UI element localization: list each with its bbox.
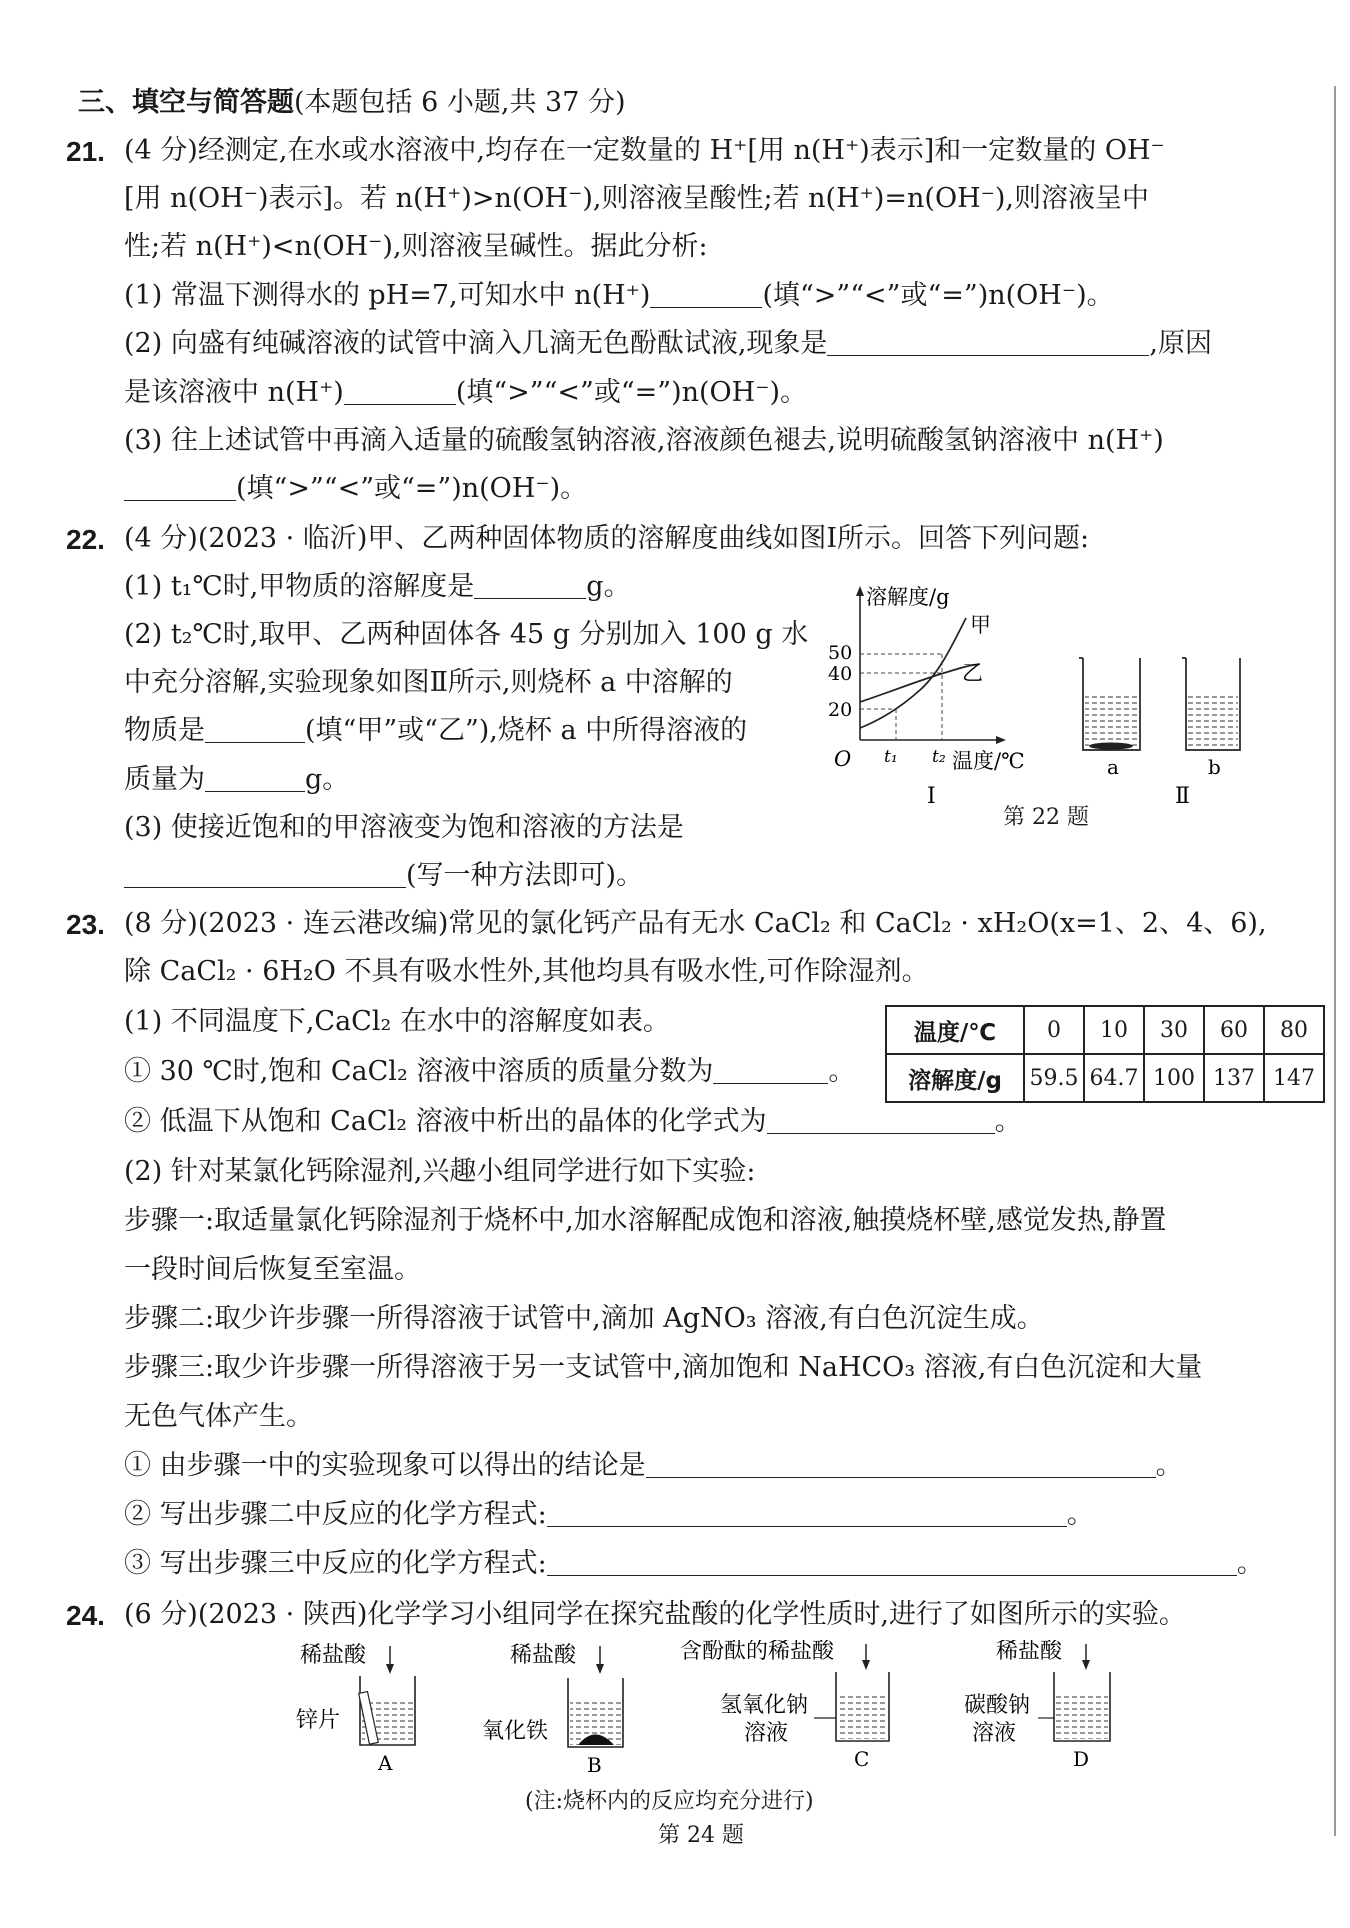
q21-line2: [用 n(OH⁻)表示]。若 n(H⁺)>n(OH⁻),则溶液呈酸性;若 n(H⁺)=n(OH⁻),则溶液呈中 [124, 183, 1149, 214]
q22-figure [820, 580, 1310, 825]
fig-II-label: Ⅱ [1175, 784, 1190, 809]
q23-step1: 步骤一:取适量氯化钙除湿剂于烧杯中,加水溶解配成饱和溶液,触摸烧杯壁,感觉发热,静置 [124, 1205, 1167, 1236]
answer-blank[interactable] [646, 1451, 1156, 1478]
q22-sub2: (2) t₂℃时,取甲、乙两种固体各 45 g 分别加入 100 g 水 [124, 619, 809, 650]
table-head-temp: 温度/℃ [886, 1006, 1024, 1054]
drop-arrowhead-d [1082, 1660, 1090, 1670]
beaker-a-label: a [1107, 755, 1119, 779]
answer-blank[interactable] [205, 765, 305, 792]
q23-sub1-1-tail: 。 [828, 1056, 856, 1087]
q23-step2: 步骤二:取少许步骤一所得溶液于试管中,滴加 AgNO₃ 溶液,有白色沉淀生成。 [124, 1303, 1044, 1334]
table-row [886, 1006, 1324, 1054]
q21-sub3-cont [124, 472, 587, 506]
zinc-label: 锌片 [296, 1708, 341, 1733]
table-cell: 60 [1204, 1006, 1264, 1054]
q23-ans1-tail: 。 [1155, 1450, 1183, 1481]
q23-step3-cont: 无色气体产生。 [124, 1401, 313, 1432]
q21-number: 21. [66, 136, 105, 167]
q21-sub3-tail: (填“>”“<”或“=”)n(OH⁻)。 [236, 473, 588, 504]
na2co3-label-1: 碳酸钠 [964, 1693, 1031, 1718]
solubility-table [885, 1005, 1325, 1103]
q22-sub3-tail: (写一种方法即可)。 [406, 860, 644, 891]
q23-ans3-tail: 。 [1236, 1548, 1264, 1579]
q24-note: (注:烧杯内的反应均充分进行) [525, 1789, 814, 1814]
beaker-a [1079, 658, 1140, 750]
q23-sub2: (2) 针对某氯化钙除湿剂,兴趣小组同学进行如下实验: [124, 1156, 756, 1187]
table-cell: 137 [1204, 1054, 1264, 1102]
q22-sub2-l2: 中充分溶解,实验现象如图Ⅱ所示,则烧杯 a 中溶解的 [124, 667, 733, 698]
naoh-label-2: 溶液 [744, 1721, 789, 1746]
y-axis-label: 溶解度/g [866, 585, 950, 609]
section-title [78, 86, 626, 120]
q22-sub2-tail3: (填“甲”或“乙”),烧杯 a 中所得溶液的 [305, 715, 748, 746]
q22-sub2-tail4: g。 [305, 764, 350, 795]
q22-sub2-l3 [124, 714, 747, 748]
q21-sub2-cont [124, 376, 807, 410]
curve-yi-label: 乙 [962, 661, 983, 685]
q21-sub1-tail: (填“>”“<”或“=”)n(OH⁻)。 [762, 280, 1114, 311]
ytick-50: 50 [828, 642, 853, 664]
q21-line1: (4 分)经测定,在水或水溶液中,均存在一定数量的 H⁺[用 n(H⁺)表示]和一定数量的 OH⁻ [124, 135, 1165, 166]
beaker-D-label: D [1073, 1747, 1090, 1771]
q23-sub1: (1) 不同温度下,CaCl₂ 在水中的溶解度如表。 [124, 1006, 670, 1037]
x-axis-label: 温度/℃ [952, 749, 1025, 773]
table-row [886, 1054, 1324, 1102]
q23-line2: 除 CaCl₂ · 6H₂O 不具有吸水性外,其他均具有吸水性,可作除湿剂。 [124, 956, 929, 987]
q22-line1: (4 分)(2023 · 临沂)甲、乙两种固体物质的溶解度曲线如图Ⅰ所示。回答下列问题: [124, 523, 1090, 554]
beaker-b-solution [1188, 692, 1238, 748]
q21-sub1 [124, 279, 1114, 313]
q21-sub2-text2: 是该溶液中 n(H⁺) [124, 377, 344, 408]
q23-sub1-1 [124, 1055, 855, 1089]
q21-sub2-tail: ,原因 [1149, 328, 1213, 359]
table-cell: 64.7 [1084, 1054, 1144, 1102]
iron-oxide-label: 氧化铁 [482, 1719, 549, 1744]
q23-ans1 [124, 1449, 1183, 1483]
q24-caption: 第 24 题 [658, 1823, 744, 1848]
beaker-b-label: b [1208, 755, 1221, 779]
table-cell: 0 [1024, 1006, 1084, 1054]
q22-caption: 第 22 题 [1003, 805, 1089, 830]
table-cell: 30 [1144, 1006, 1204, 1054]
q21-sub3: (3) 往上述试管中再滴入适量的硫酸氢钠溶液,溶液颜色褪去,说明硫酸氢钠溶液中 n(H⁺) [124, 425, 1164, 456]
table-cell: 100 [1144, 1054, 1204, 1102]
answer-blank[interactable] [205, 716, 305, 743]
margin-line [1334, 86, 1336, 1836]
q23-ans3 [124, 1547, 1264, 1581]
ytick-40: 40 [828, 663, 853, 685]
origin-label: O [834, 747, 852, 771]
beaker-D-solution [1056, 1696, 1108, 1739]
acid-label-d: 稀盐酸 [996, 1640, 1063, 1664]
q23-step3: 步骤三:取少许步骤一所得溶液于另一支试管中,滴加饱和 NaHCO₃ 溶液,有白色沉淀和大量 [124, 1352, 1203, 1383]
q23-ans2 [124, 1498, 1094, 1532]
answer-blank[interactable] [344, 378, 456, 405]
section-note: (本题包括 6 小题,共 37 分) [294, 87, 626, 118]
y-axis-arrow [856, 586, 864, 596]
fig-I-label: Ⅰ [927, 784, 936, 809]
q21-sub2 [124, 327, 1212, 361]
ytick-20: 20 [828, 699, 853, 721]
beaker-C-label: C [854, 1747, 870, 1771]
beaker-a-solid [1089, 743, 1133, 750]
q21-sub2-tail2: (填“>”“<”或“=”)n(OH⁻)。 [455, 377, 807, 408]
beaker-C-solution [838, 1696, 887, 1739]
curve-jia-label: 甲 [970, 613, 991, 637]
q24-line1: (6 分)(2023 · 陕西)化学学习小组同学在探究盐酸的化学性质时,进行了如图所示的实验。 [124, 1599, 1186, 1630]
table-head-solubility: 溶解度/g [886, 1054, 1024, 1102]
q23-ans2-text: ② 写出步骤二中反应的化学方程式: [124, 1499, 547, 1530]
q23-sub1-2 [124, 1105, 1022, 1139]
q22-sub1-tail: g。 [586, 571, 631, 602]
q22-sub2-l4 [124, 763, 349, 797]
q23-line1: (8 分)(2023 · 连云港改编)常见的氯化钙产品有无水 CaCl₂ 和 CaCl₂ · xH₂O(x=1、2、4、6), [124, 908, 1267, 939]
q22-sub2-text3: 物质是 [124, 715, 205, 746]
q22-sub3-cont [124, 859, 643, 893]
table-cell: 59.5 [1024, 1054, 1084, 1102]
table-cell: 10 [1084, 1006, 1144, 1054]
answer-blank[interactable] [124, 861, 406, 888]
answer-blank[interactable] [713, 1057, 828, 1084]
acid-label-a: 稀盐酸 [300, 1643, 367, 1668]
q22-sub3: (3) 使接近饱和的甲溶液变为饱和溶液的方法是 [124, 812, 684, 843]
beaker-b [1182, 658, 1240, 750]
q22-sub1 [124, 570, 631, 604]
answer-blank[interactable] [474, 572, 586, 599]
q22-sub2-text4: 质量为 [124, 764, 205, 795]
q22-sub1-text: (1) t₁℃时,甲物质的溶解度是 [124, 571, 475, 602]
section-title-text: 三、填空与简答题 [78, 87, 294, 118]
answer-blank[interactable] [547, 1500, 1067, 1527]
beaker-B-label: B [587, 1753, 602, 1777]
beaker-A-label: A [378, 1751, 393, 1775]
drop-arrowhead-c [862, 1660, 870, 1670]
q21-sub1-text: (1) 常温下测得水的 pH=7,可知水中 n(H⁺) [124, 280, 651, 311]
table-cell: 147 [1264, 1054, 1324, 1102]
q21-sub2-text: (2) 向盛有纯碱溶液的试管中滴入几滴无色酚酞试液,现象是 [124, 328, 828, 359]
xtick-t1: t₁ [884, 747, 898, 767]
acid-label-b: 稀盐酸 [510, 1643, 577, 1668]
q23-number: 23. [66, 909, 105, 940]
q24-number: 24. [66, 1600, 105, 1631]
answer-blank[interactable] [650, 281, 762, 308]
drop-arrowhead-a [386, 1664, 394, 1674]
answer-blank[interactable] [827, 329, 1149, 356]
q23-step1-cont: 一段时间后恢复至室温。 [124, 1254, 421, 1285]
answer-blank[interactable] [124, 474, 236, 501]
q22-number: 22. [66, 524, 105, 555]
naoh-label-1: 氢氧化钠 [720, 1693, 809, 1718]
table-cell: 80 [1264, 1006, 1324, 1054]
q21-line3: 性;若 n(H⁺)<n(OH⁻),则溶液呈碱性。据此分析: [124, 231, 708, 262]
acid-label-c: 含酚酞的稀盐酸 [680, 1640, 835, 1664]
x-axis-arrow [996, 736, 1006, 744]
drop-arrowhead-b [596, 1664, 604, 1674]
q23-ans2-tail: 。 [1066, 1499, 1094, 1530]
answer-blank[interactable] [547, 1549, 1237, 1576]
q23-sub1-2-tail: 。 [994, 1106, 1022, 1137]
beaker-a-solution [1085, 692, 1138, 748]
answer-blank[interactable] [767, 1107, 995, 1134]
xtick-t2: t₂ [932, 747, 946, 767]
q23-ans1-text: ① 由步骤一中的实验现象可以得出的结论是 [124, 1450, 646, 1481]
q23-sub1-1-text: ① 30 ℃时,饱和 CaCl₂ 溶液中溶质的质量分数为 [124, 1056, 714, 1087]
na2co3-label-2: 溶液 [972, 1721, 1017, 1746]
q23-ans3-text: ③ 写出步骤三中反应的化学方程式: [124, 1548, 547, 1579]
q23-sub1-2-text: ② 低温下从饱和 CaCl₂ 溶液中析出的晶体的化学式为 [124, 1106, 767, 1137]
